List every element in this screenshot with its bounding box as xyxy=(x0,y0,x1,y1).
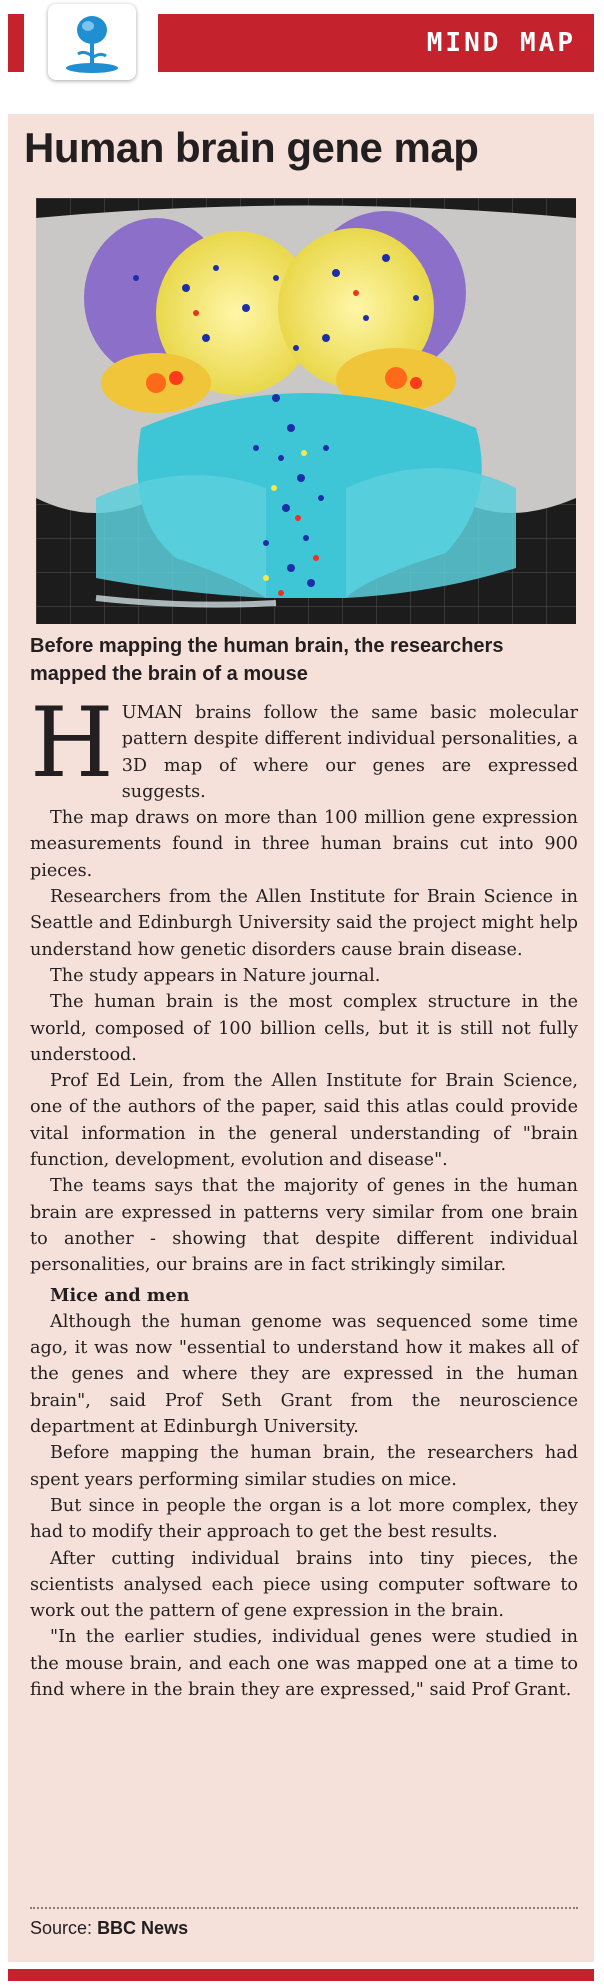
source-name: BBC News xyxy=(97,1918,189,1938)
lead-text: UMAN brains follow the same basic molecular pattern despite different individual personalities, a 3D map of where our genes are expressed suggests. xyxy=(121,703,578,802)
body-paragraph: The study appears in Nature journal. xyxy=(50,965,381,986)
footer-accent-bar xyxy=(8,1969,594,1981)
body-paragraph: After cutting individual brains into tiny pieces, the scientists analysed each piece using computer software to work out the pattern of gene expression in the brain. xyxy=(30,1548,578,1622)
brain-gene-map-image xyxy=(36,198,576,624)
image-caption: Before mapping the human brain, the researchers mapped the brain of a mouse xyxy=(30,635,504,685)
body-paragraph: Before mapping the human brain, the researchers had spent years performing similar studies on mice. xyxy=(30,1443,578,1490)
article-body xyxy=(30,687,578,1703)
body-paragraph: Researchers from the Allen Institute for Brain Science in Seattle and Edinburgh University said the project might help understand how genetic disorders cause brain disease. xyxy=(30,887,578,960)
article-title: Human brain gene map xyxy=(24,124,479,171)
source-label: Source: xyxy=(30,1918,93,1938)
body-paragraph: The teams says that the majority of genes in the human brain are expressed in patterns very similar from one brain to another - showing that despite different individual personalities, our brains are in fact strikingly similar. xyxy=(30,1176,578,1276)
drop-cap: H xyxy=(30,687,114,799)
lead-paragraph xyxy=(30,687,578,805)
header-accent-tab xyxy=(8,14,24,72)
body-paragraph: "In the earlier studies, individual genes were studied in the mouse brain, and each one was mapped one at a time to find where in the brain they are expressed," said Prof Grant. xyxy=(30,1627,578,1700)
body-paragraph: Although the human genome was sequenced some time ago, it was now "essential to understand how it makes all of the genes and where they are expressed in the human brain", said Prof Seth Grant from the neuroscience department at Edinburgh University. xyxy=(30,1311,578,1438)
subheading: Mice and men xyxy=(50,1284,190,1306)
page-header xyxy=(0,0,604,78)
body-paragraph: The map draws on more than 100 million gene expression measurements found in three human brains cut into 900 pieces. xyxy=(30,808,578,881)
body-paragraph: But since in people the organ is a lot more complex, they had to modify their approach to get the best results. xyxy=(30,1495,578,1543)
brain-tree-logo-icon xyxy=(48,4,136,80)
section-banner xyxy=(158,14,594,72)
dotted-divider xyxy=(30,1907,578,1909)
source-credit xyxy=(30,1918,188,1939)
body-paragraph: The human brain is the most complex structure in the world, composed of 100 billion cells, but it is still not fully understood. xyxy=(30,992,578,1065)
body-paragraph: Prof Ed Lein, from the Allen Institute for Brain Science, one of the authors of the paper, said this atlas could provide vital information in the general understanding of "brain function, development, evolution and disease". xyxy=(30,1071,578,1171)
section-label: MIND MAP xyxy=(426,28,576,58)
